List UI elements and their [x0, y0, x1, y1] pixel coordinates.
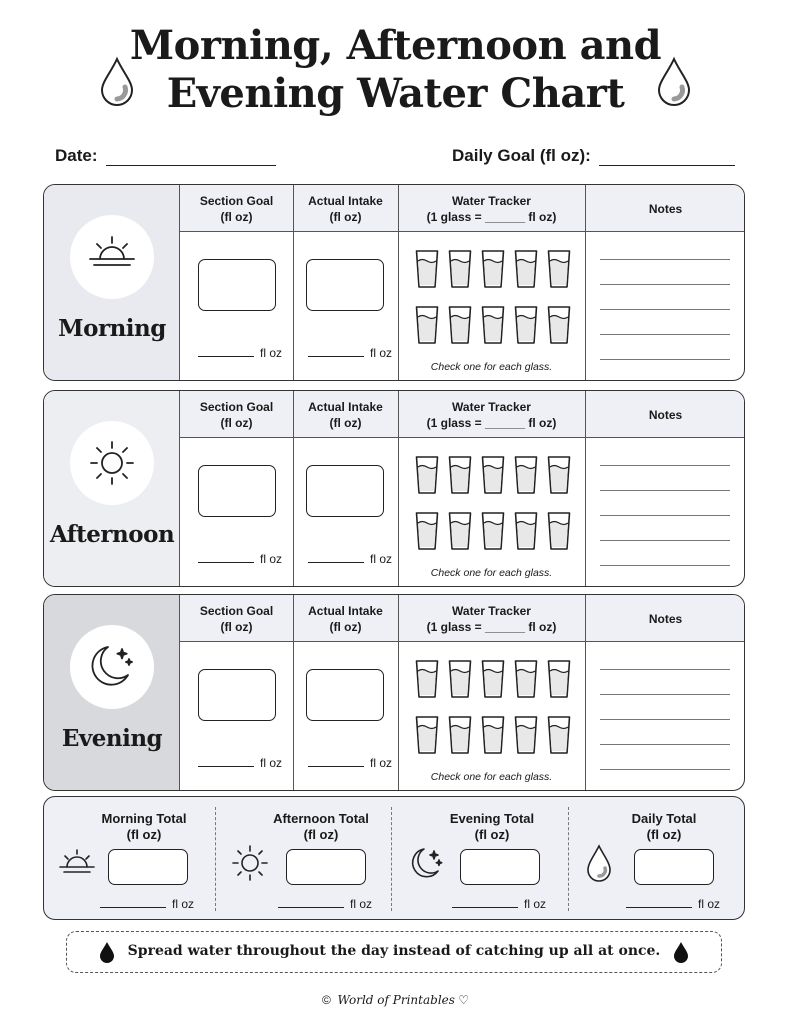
- divider: [215, 807, 216, 911]
- note-line[interactable]: [600, 540, 730, 541]
- divider: [568, 807, 569, 911]
- notes-header: Notes: [648, 202, 683, 216]
- icon-circle: [70, 215, 154, 299]
- period-label: Evening: [61, 725, 163, 752]
- notes-header: Notes: [648, 408, 683, 422]
- moon-stars-icon: [70, 625, 154, 709]
- sunrise-icon: [56, 847, 98, 877]
- note-line[interactable]: [600, 719, 730, 720]
- note-line[interactable]: [600, 284, 730, 285]
- glass-checkbox[interactable]: [547, 659, 571, 699]
- water-tracker-header: Water Tracker (1 glass = ______ fl oz): [426, 194, 557, 224]
- note-line[interactable]: [600, 515, 730, 516]
- afternoon-total-box[interactable]: [286, 849, 366, 885]
- icon-circle: [70, 625, 154, 709]
- section-goal-unit-line[interactable]: fl oz: [198, 552, 282, 566]
- water-tracker-header: Water Tracker (1 glass = ______ fl oz): [426, 604, 557, 634]
- date-input-line[interactable]: [106, 151, 276, 166]
- actual-intake-header: Actual Intake (fl oz): [308, 604, 383, 634]
- daily-goal-input-line[interactable]: [599, 151, 735, 166]
- glass-checkbox[interactable]: [514, 715, 538, 755]
- glass-checkbox[interactable]: [514, 659, 538, 699]
- totals-panel: [43, 796, 745, 920]
- morning-total-unit-line[interactable]: fl oz: [100, 897, 194, 911]
- period-sidebar: [44, 595, 180, 790]
- actual-intake-box[interactable]: [306, 669, 384, 721]
- evening-total-title: Evening Total (fl oz): [449, 811, 535, 842]
- morning-total-box[interactable]: [108, 849, 188, 885]
- glass-checkbox[interactable]: [547, 715, 571, 755]
- glass-checkbox[interactable]: [415, 715, 439, 755]
- glass-checkbox[interactable]: [415, 659, 439, 699]
- daily-total-unit-line[interactable]: fl oz: [626, 897, 720, 911]
- glass-checkbox[interactable]: [448, 305, 472, 345]
- note-line[interactable]: [600, 744, 730, 745]
- period-label: Afternoon: [49, 521, 175, 548]
- tracker-hint: Check one for each glass.: [430, 361, 553, 373]
- section-goal-header: Section Goal (fl oz): [199, 604, 274, 634]
- note-line[interactable]: [600, 259, 730, 260]
- date-field[interactable]: Date:: [55, 146, 276, 166]
- section-goal-box[interactable]: [198, 465, 276, 517]
- note-line[interactable]: [600, 309, 730, 310]
- section-goal-header: Section Goal (fl oz): [199, 400, 274, 430]
- section-goal-box[interactable]: [198, 259, 276, 311]
- page-title: Morning, Afternoon and Evening Water Chart: [129, 22, 662, 117]
- divider: [391, 807, 392, 911]
- glass-checkbox[interactable]: [481, 659, 505, 699]
- tip-banner: [66, 931, 722, 973]
- water-drop-icon: [98, 56, 136, 106]
- water-drop-icon: [655, 56, 693, 106]
- period-sidebar: [44, 185, 180, 380]
- note-line[interactable]: [600, 694, 730, 695]
- notes-header: Notes: [648, 612, 683, 626]
- section-evening: [43, 594, 745, 791]
- glass-checkbox[interactable]: [481, 511, 505, 551]
- actual-intake-unit-line[interactable]: fl oz: [308, 552, 392, 566]
- glass-checkbox[interactable]: [415, 511, 439, 551]
- actual-intake-header: Actual Intake (fl oz): [308, 400, 383, 430]
- section-goal-box[interactable]: [198, 669, 276, 721]
- glass-checkbox[interactable]: [448, 659, 472, 699]
- glass-checkbox[interactable]: [448, 249, 472, 289]
- glass-checkbox[interactable]: [448, 511, 472, 551]
- actual-intake-unit-line[interactable]: fl oz: [308, 756, 392, 770]
- footer-credit: © World of Printables ♡: [321, 993, 470, 1007]
- glass-checkbox[interactable]: [547, 249, 571, 289]
- daily-goal-field[interactable]: Daily Goal (fl oz):: [452, 146, 735, 166]
- actual-intake-box[interactable]: [306, 465, 384, 517]
- glass-checkbox[interactable]: [547, 511, 571, 551]
- afternoon-total-unit-line[interactable]: fl oz: [278, 897, 372, 911]
- actual-intake-unit-line[interactable]: fl oz: [308, 346, 392, 360]
- water-drop-icon: [673, 941, 689, 963]
- sunrise-icon: [70, 215, 154, 299]
- afternoon-total-title: Afternoon Total (fl oz): [273, 811, 369, 842]
- sun-icon: [230, 843, 270, 883]
- sun-icon: [70, 421, 154, 505]
- actual-intake-header: Actual Intake (fl oz): [308, 194, 383, 224]
- glass-checkbox[interactable]: [481, 305, 505, 345]
- period-label: Morning: [58, 315, 166, 342]
- note-line[interactable]: [600, 769, 730, 770]
- note-line[interactable]: [600, 465, 730, 466]
- glass-checkbox[interactable]: [514, 511, 538, 551]
- evening-total-box[interactable]: [460, 849, 540, 885]
- tracker-hint: Check one for each glass.: [430, 567, 553, 579]
- glass-checkbox[interactable]: [448, 715, 472, 755]
- glass-checkbox[interactable]: [415, 455, 439, 495]
- evening-total-unit-line[interactable]: fl oz: [452, 897, 546, 911]
- glass-checkbox[interactable]: [481, 249, 505, 289]
- actual-intake-box[interactable]: [306, 259, 384, 311]
- section-goal-unit-line[interactable]: fl oz: [198, 756, 282, 770]
- daily-total-title: Daily Total (fl oz): [631, 811, 697, 842]
- glass-checkbox[interactable]: [415, 249, 439, 289]
- tip-text: Spread water throughout the day instead of catching up all at once.: [127, 943, 661, 959]
- glass-checkbox[interactable]: [514, 249, 538, 289]
- glass-checkbox[interactable]: [415, 305, 439, 345]
- note-line[interactable]: [600, 334, 730, 335]
- glass-checkbox[interactable]: [448, 455, 472, 495]
- section-goal-unit-line[interactable]: fl oz: [198, 346, 282, 360]
- water-tracker-header: Water Tracker (1 glass = ______ fl oz): [426, 400, 557, 430]
- section-morning: [43, 184, 745, 381]
- water-drop-icon: [584, 843, 614, 883]
- glass-checkbox[interactable]: [547, 305, 571, 345]
- daily-total-box[interactable]: [634, 849, 714, 885]
- section-afternoon: [43, 390, 745, 587]
- tracker-hint: Check one for each glass.: [430, 771, 553, 783]
- glass-checkbox[interactable]: [547, 455, 571, 495]
- glass-checkbox[interactable]: [481, 455, 505, 495]
- note-line[interactable]: [600, 359, 730, 360]
- note-line[interactable]: [600, 565, 730, 566]
- heart-icon: ♡: [458, 993, 470, 1007]
- icon-circle: [70, 421, 154, 505]
- section-goal-header: Section Goal (fl oz): [199, 194, 274, 224]
- moon-stars-icon: [406, 843, 446, 883]
- glass-checkbox[interactable]: [481, 715, 505, 755]
- morning-total-title: Morning Total (fl oz): [101, 811, 187, 842]
- glass-checkbox[interactable]: [514, 455, 538, 495]
- note-line[interactable]: [600, 669, 730, 670]
- period-sidebar: [44, 391, 180, 586]
- glass-checkbox[interactable]: [514, 305, 538, 345]
- note-line[interactable]: [600, 490, 730, 491]
